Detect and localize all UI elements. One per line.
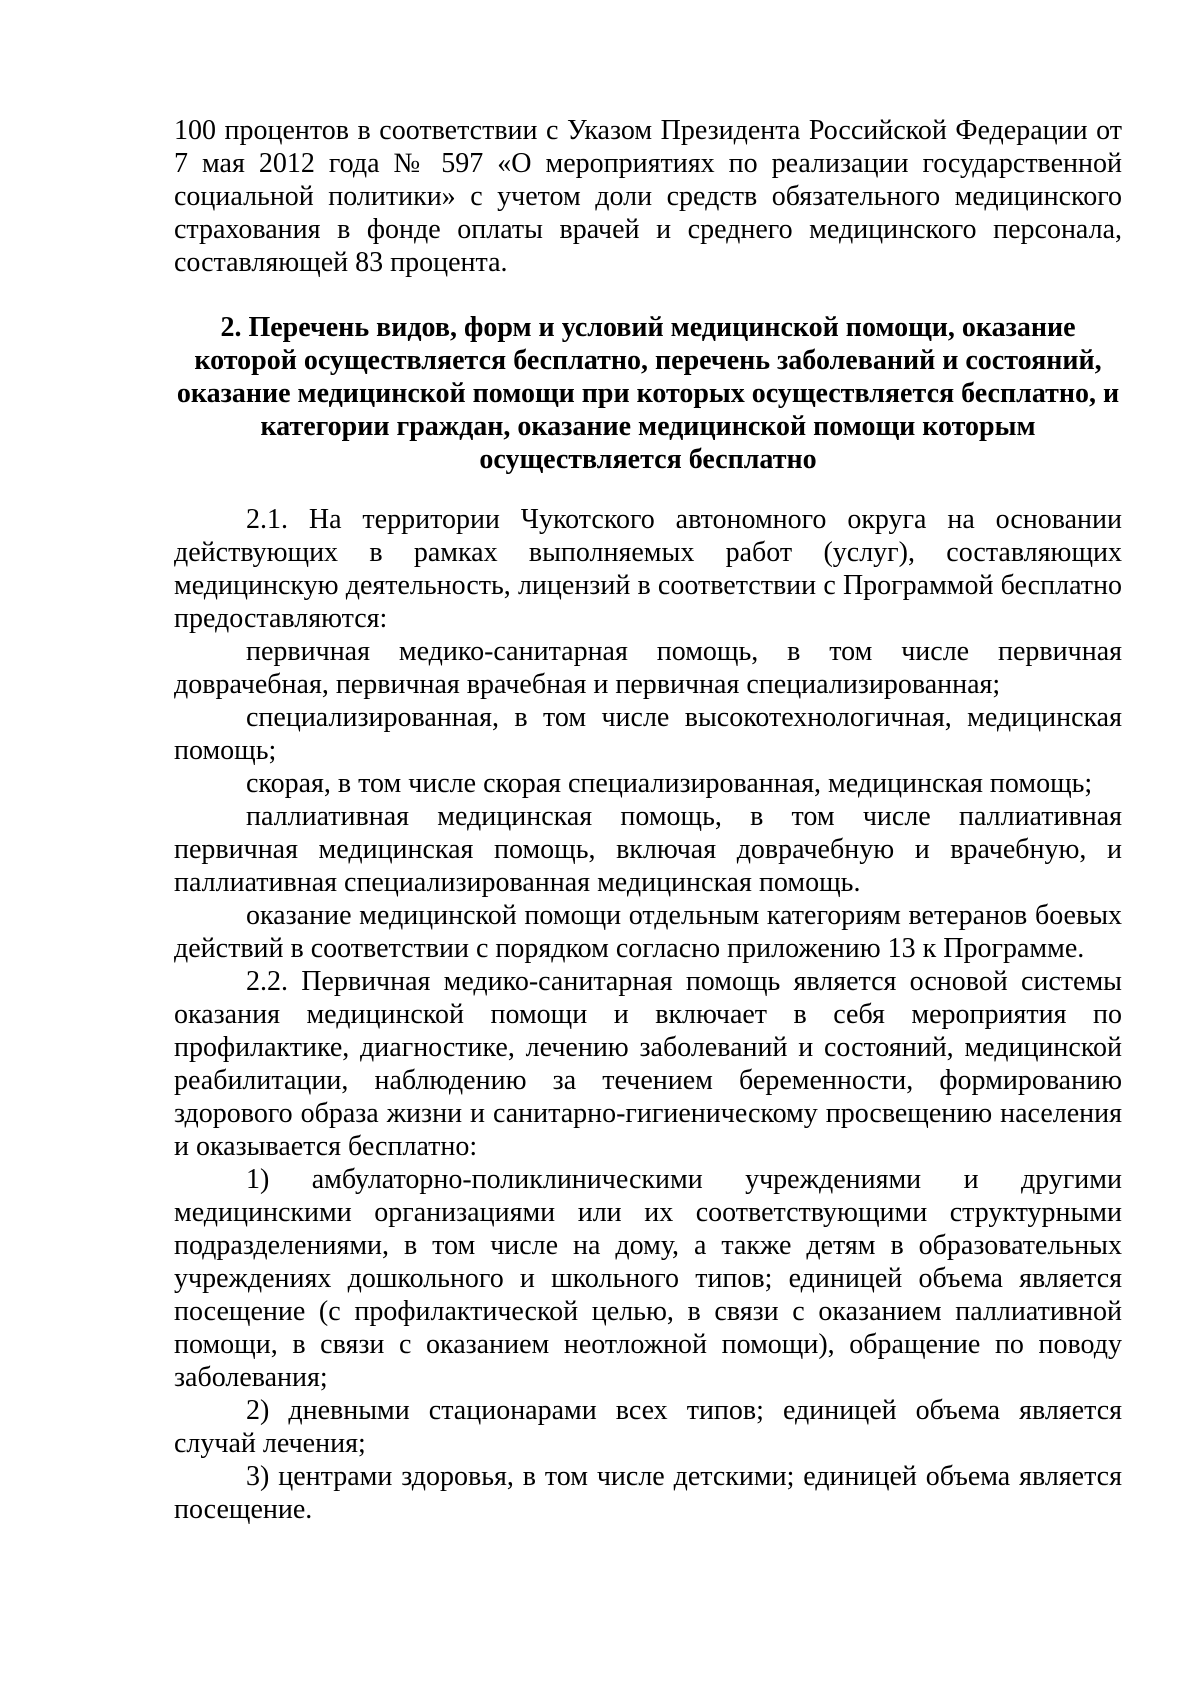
list-item-primary-care: первичная медико-санитарная помощь, в том числе первичная доврачебная, первичная врачебная и первичная специализированная; [174,636,1122,700]
list-item-1-outpatient: 1) амбулаторно-поликлиническими учреждениями и другими медицинскими организациями или их соответствующими структурными подразделениями, в том числе на дому, а также детям в образовательных учреждениях дошкольного и школьного типов; единицей объема является посещение (с профилактической целью, в связи с оказанием паллиативной помощи, в связи с оказанием неотложной помощи), обращение по поводу заболевания; [174,1164,1122,1393]
list-item-specialized-care: специализированная, в том числе высокотехнологичная, медицинская помощь; [174,702,1122,766]
list-item-emergency-care: скорая, в том числе скорая специализированная, медицинская помощь; [246,768,1093,799]
intro-paragraph: 100 процентов в соответствии с Указом Президента Российской Федерации от 7 мая 2012 года № 597 «О мероприятиях по реализации государственной социальной политики» с учетом доли средств обязательного медицинского страхования в фонде оплаты врачей и среднего медицинского персонала, составляющей 83 процента. [174,115,1122,278]
list-item-3-health-centers: 3) центрами здоровья, в том числе детскими; единицей объема является посещение. [174,1461,1122,1525]
document-page [174,114,1122,1526]
list-item-2-day-hospitals: 2) дневными стационарами всех типов; единицей объема является случай лечения; [174,1395,1122,1459]
paragraph-2-2: 2.2. Первичная медико-санитарная помощь является основой системы оказания медицинской помощи и включает в себя мероприятия по профилактике, диагностике, лечению заболеваний и состояний, медицинской реабилитации, наблюдению за течением беременности, формированию здорового образа жизни и санитарно-гигиеническому просвещению населения и оказывается бесплатно: [174,966,1122,1162]
section-heading: 2. Перечень видов, форм и условий медицинской помощи, оказание которой осуществляется бесплатно, перечень заболеваний и состояний, оказание медицинской помощи при которых осуществляется бесплатно, и категории граждан, оказание медицинской помощи которым осуществляется бесплатно [176,312,1120,475]
paragraph-2-1: 2.1. На территории Чукотского автономного округа на основании действующих в рамках выполняемых работ (услуг), составляющих медицинскую деятельность, лицензий в соответствии с Программой бесплатно предоставляются: [174,504,1122,634]
list-item-palliative-care: паллиативная медицинская помощь, в том числе паллиативная первичная медицинская помощь, включая доврачебную и врачебную, и паллиативная специализированная медицинская помощь. [174,801,1122,898]
list-item-veterans-care: оказание медицинской помощи отдельным категориям ветеранов боевых действий в соответствии с порядком согласно приложению 13 к Программе. [174,900,1122,964]
